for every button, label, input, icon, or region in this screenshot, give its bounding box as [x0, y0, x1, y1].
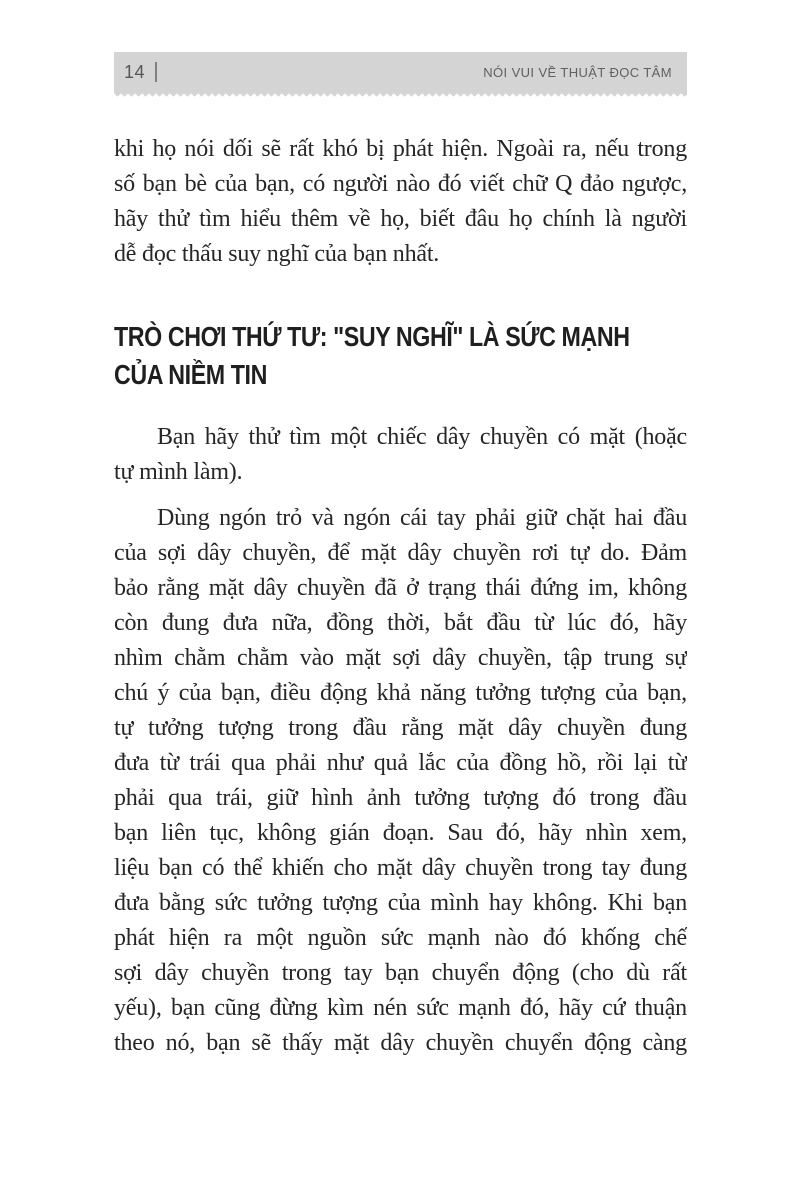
text-line: theo nó, bạn sẽ thấy mặt dây chuyền chuyển động càng	[114, 1030, 687, 1056]
text-line: yếu), bạn cũng đừng kìm nén sức mạnh đó, hãy cứ thuận	[114, 995, 687, 1021]
text-line: khi họ nói dối sẽ rất khó bị phát hiện. Ngoài ra, nếu trong	[114, 136, 687, 162]
page-number: 14	[124, 61, 146, 82]
text-line: của sợi dây chuyền, để mặt dây chuyền rơi tự do. Đảm	[114, 540, 687, 566]
text-line: tự tưởng tượng trong đầu rằng mặt dây chuyền đung	[114, 715, 687, 741]
text-line: Bạn hãy thử tìm một chiếc dây chuyền có mặt (hoặc	[157, 424, 687, 450]
heading-line: TRÒ CHƠI THỨ TƯ: "SUY NGHĨ" LÀ SỨC MẠNH	[114, 321, 630, 352]
text-line: hãy thử tìm hiểu thêm về họ, biết đâu họ chính là người	[114, 206, 687, 232]
text-line: nhìm chằm chằm vào mặt sợi dây chuyền, tập trung sự	[114, 645, 687, 671]
body-text	[114, 132, 687, 1061]
page-number-divider	[155, 62, 157, 82]
text-line: phát hiện ra một nguồn sức mạnh nào đó khống chế	[114, 925, 687, 951]
text-line: tự mình làm).	[114, 459, 243, 485]
text-line: chú ý của bạn, điều động khả năng tưởng tượng của bạn,	[114, 680, 687, 706]
text-line: đưa bằng sức tưởng tượng của mình hay không. Khi bạn	[114, 890, 687, 916]
text-line: dễ đọc thấu suy nghĩ của bạn nhất.	[114, 241, 440, 267]
book-title: NÓI VUI VỀ THUẬT ĐỌC TÂM	[483, 64, 672, 80]
text-line: còn đung đưa nữa, đồng thời, bắt đầu từ lúc đó, hãy	[114, 610, 687, 636]
text-line: đưa từ trái qua phải như quả lắc của đồng hồ, rồi lại từ	[114, 750, 687, 776]
paragraph	[114, 420, 687, 490]
text-line: Dùng ngón trỏ và ngón cái tay phải giữ chặt hai đầu	[157, 505, 687, 531]
text-line: liệu bạn có thể khiến cho mặt dây chuyền trong tay đung	[114, 855, 687, 881]
text-line: bảo rằng mặt dây chuyền đã ở trạng thái đứng im, không	[114, 575, 687, 601]
page-number-group	[124, 62, 157, 83]
text-line: bạn liên tục, không gián đoạn. Sau đó, hãy nhìn xem,	[114, 820, 687, 846]
paragraph	[114, 132, 687, 272]
text-line: số bạn bè của bạn, có người nào đó viết chữ Q đảo ngược,	[114, 171, 687, 197]
paragraph	[114, 501, 687, 1061]
text-line: sợi dây chuyền trong tay bạn chuyển động (cho dù rất	[114, 960, 687, 986]
text-line: phải qua trái, giữ hình ảnh tưởng tượng đó trong đầu	[114, 785, 687, 811]
running-header	[114, 52, 687, 92]
section-heading	[114, 318, 687, 394]
heading-line: CỦA NIỀM TIN	[114, 359, 267, 390]
